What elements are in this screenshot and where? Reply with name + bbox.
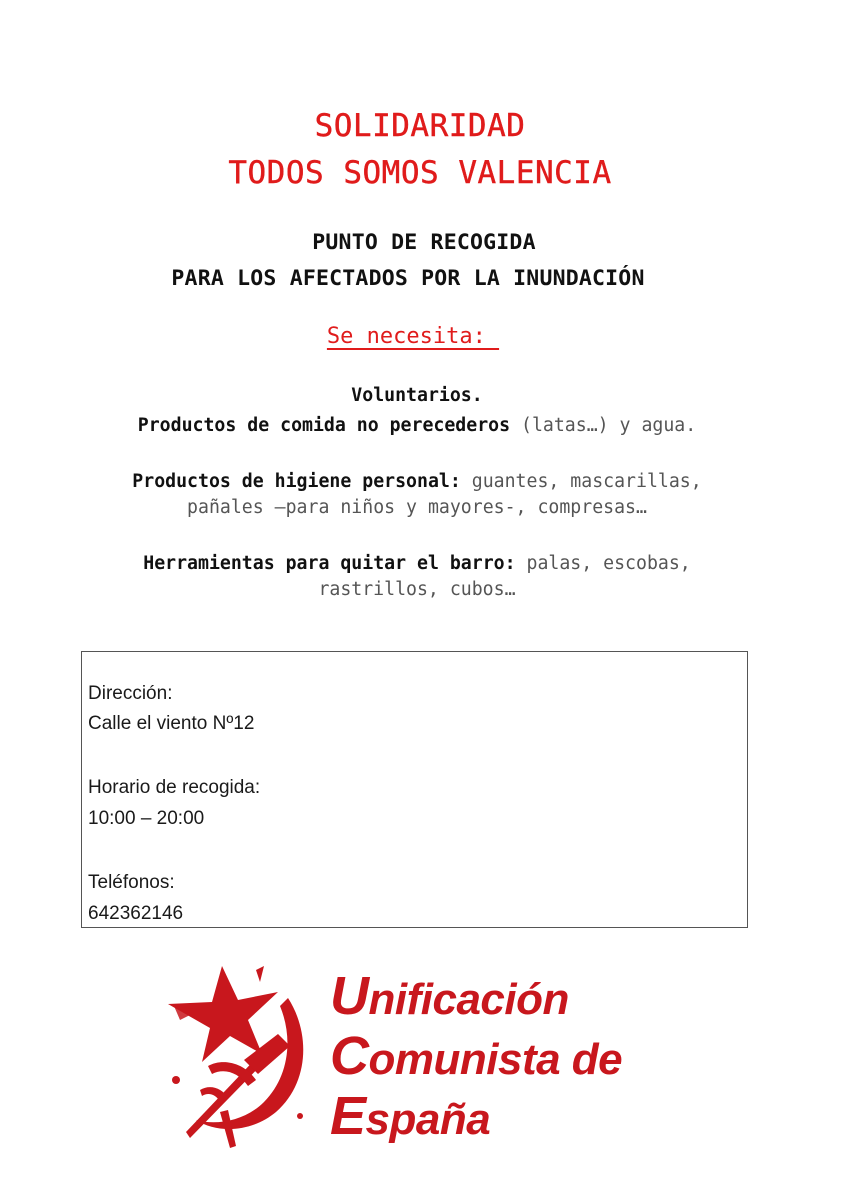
need-item-bold: Productos de higiene personal:: [132, 471, 461, 492]
logo-rest-2: omunista de: [368, 1035, 623, 1084]
logo-rest-3: spaña: [365, 1095, 491, 1144]
title-line-2: TODOS SOMOS VALENCIA: [228, 155, 612, 191]
organization-logo: [160, 962, 630, 1148]
need-item-hygiene: [100, 469, 734, 521]
need-item-bold: Herramientas para quitar el barro:: [143, 553, 516, 574]
logo-initial-2: C: [330, 1026, 369, 1086]
logo-line-1: [330, 968, 622, 1028]
phone-value: 642362146: [88, 903, 184, 924]
logo-line-2: [330, 1028, 622, 1088]
hours-value: 10:00 – 20:00: [88, 808, 205, 829]
need-item-food: [100, 413, 734, 439]
address-label: Dirección:: [88, 683, 173, 704]
subtitle-line-2: PARA LOS AFECTADOS POR LA INUNDACIÓN: [171, 266, 645, 291]
subtitle-line-1: PUNTO DE RECOGIDA: [312, 230, 536, 255]
need-item-volunteers: [100, 383, 734, 409]
needs-heading-text: Se necesita:: [326, 324, 500, 349]
logo-wordmark: [330, 968, 622, 1148]
hours-label: Horario de recogida:: [88, 777, 261, 798]
need-item-normal: guantes, mascarillas, pañales –para niños y mayores-, compresas…: [187, 471, 702, 518]
logo-rest-1: nificación: [368, 975, 569, 1024]
star-hammer-sickle-icon: [160, 962, 320, 1148]
need-item-normal: (latas…) y agua.: [510, 415, 697, 436]
phone-label: Teléfonos:: [88, 872, 175, 893]
logo-initial-1: U: [330, 966, 369, 1026]
need-item-tools: [100, 551, 734, 603]
logo-initial-3: E: [330, 1086, 366, 1146]
logo-line-3: [330, 1088, 622, 1148]
address-value: Calle el viento Nº12: [88, 713, 255, 734]
need-item-normal: palas, escobas, rastrillos, cubos…: [318, 553, 691, 600]
info-box: [81, 651, 748, 928]
need-item-bold: Voluntarios.: [351, 385, 483, 406]
title-line-1: SOLIDARIDAD: [314, 108, 526, 144]
needs-heading: [0, 326, 837, 348]
need-item-bold: Productos de comida no perecederos: [137, 415, 511, 436]
